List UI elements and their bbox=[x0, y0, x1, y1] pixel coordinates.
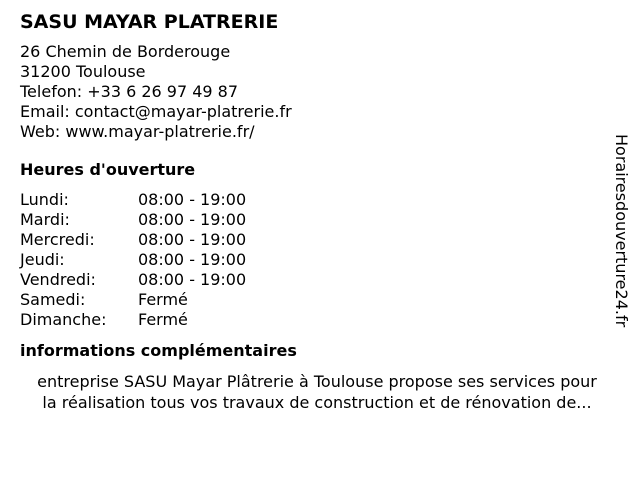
city-postcode: 31200 Toulouse bbox=[20, 62, 146, 81]
day-label: Jeudi: bbox=[20, 250, 65, 269]
time-value: 08:00 - 19:00 bbox=[138, 190, 247, 209]
day-label: Mercredi: bbox=[20, 230, 95, 249]
day-label: Dimanche: bbox=[20, 310, 107, 329]
day-label: Samedi: bbox=[20, 290, 86, 309]
street-address: 26 Chemin de Borderouge bbox=[20, 42, 231, 61]
email-address[interactable]: Email: contact@mayar-platrerie.fr bbox=[20, 102, 292, 121]
hours-row-friday bbox=[20, 270, 610, 290]
time-value: Fermé bbox=[138, 310, 188, 329]
hours-row-monday bbox=[20, 190, 610, 210]
time-value: 08:00 - 19:00 bbox=[138, 230, 247, 249]
opening-hours-heading: Heures d'ouverture bbox=[20, 160, 196, 179]
description-line-1: entreprise SASU Mayar Plâtrerie à Toulouse propose ses services pour bbox=[37, 372, 597, 391]
time-value: Fermé bbox=[138, 290, 188, 309]
additional-info-heading: informations complémentaires bbox=[20, 341, 297, 360]
business-card bbox=[20, 10, 610, 413]
contact-block bbox=[20, 42, 610, 142]
hours-row-tuesday bbox=[20, 210, 610, 230]
phone-number[interactable]: Telefon: +33 6 26 97 49 87 bbox=[20, 82, 239, 101]
day-label: Lundi: bbox=[20, 190, 69, 209]
time-value: 08:00 - 19:00 bbox=[138, 250, 247, 269]
time-value: 08:00 - 19:00 bbox=[138, 210, 247, 229]
site-watermark: Horairesdouverture24.fr bbox=[612, 134, 631, 328]
business-name: SASU MAYAR PLATRERIE bbox=[20, 11, 279, 33]
hours-row-wednesday bbox=[20, 230, 610, 250]
hours-row-sunday bbox=[20, 310, 610, 330]
hours-row-thursday bbox=[20, 250, 610, 270]
hours-row-saturday bbox=[20, 290, 610, 310]
day-label: Vendredi: bbox=[20, 270, 96, 289]
day-label: Mardi: bbox=[20, 210, 70, 229]
description-line-2: la réalisation tous vos travaux de construction et de rénovation de... bbox=[42, 393, 592, 412]
opening-hours-table bbox=[20, 190, 610, 330]
website-link[interactable]: Web: www.mayar-platrerie.fr/ bbox=[20, 122, 255, 141]
time-value: 08:00 - 19:00 bbox=[138, 270, 247, 289]
business-description bbox=[17, 371, 617, 413]
